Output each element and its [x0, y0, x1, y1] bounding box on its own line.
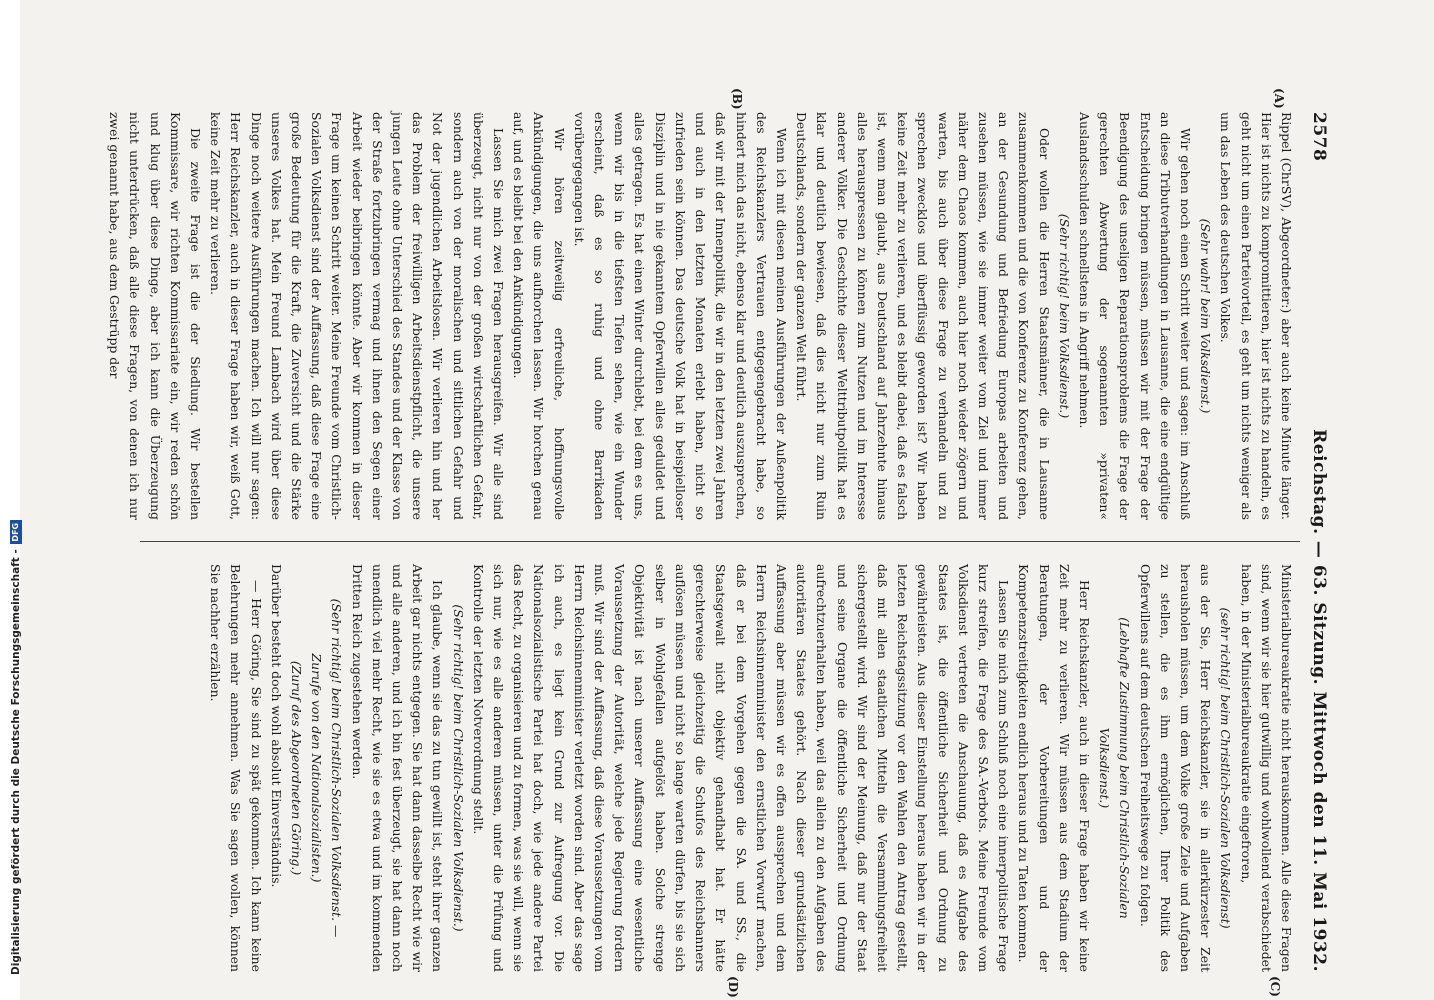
- dfg-logo: DFG: [10, 520, 22, 544]
- interjection: (Sehr richtig! beim Christlich-Sozialen Volksdienst.): [450, 604, 466, 932]
- margin-marker-b: (B): [730, 88, 744, 110]
- paragraph: Die zweite Frage ist die der Siedlung. Wir bestellen Kommissare, wir richten Kommissariate ein, wir reden schön und klug über diese Dinge, aber ich kann die Überzeugung nicht unterdrücken, daß alle diese Fragen, von denen ich nur zwei genannt habe, aus dem Gestrüpp der: [107, 112, 204, 520]
- paragraph: Ministerialbureaukratie nicht herauskommen. Alle diese Fragen sind, wenn wir sie hier gutwillig und wohlwollend verabschiedet haben, in der Ministerialbureaukratie eingefroren,: [1238, 564, 1294, 972]
- paragraph: Wir gehen noch einen Schritt weiter und sagen: im Anschluß an diese Tributverhandlungen in Lausanne, die eine endgültige Entscheidung bringen müssen, müssen wir mit der Frage der Beendigung des unseligen Reparationsproblems die Frage der gerechten Abwertung der sogenannten »privaten« Auslandsschulden schnellstens in Angriff nehmen.: [1076, 112, 1193, 520]
- paragraph: Rippel (ChrSV), Abgeordneter:) aber auch keine Minute länger. Hier ist nichts zu kompromittieren, hier ist nichts zu handeln, es geht nicht um einen Parteivorteil, es geht um nichts weniger als um das Leben des deutschen Volkes.: [1218, 112, 1294, 520]
- page-number: 2578: [1309, 112, 1329, 162]
- credit-text: Digitalisierung gefördert durch die Deutsche Forschungsgemeinschaft -: [10, 549, 22, 975]
- interjection: (Sehr wahr! beim Volksdienst.): [1198, 218, 1214, 414]
- left-text-column: [107, 112, 1296, 520]
- paragraph: Wir hören zeitweilig erfreuliche, hoffnungsvolle Ankündigungen, die uns aufhorchen lassen. Wir horchen genau auf, und es bleibt bei den Ankündigungen.: [511, 112, 567, 520]
- paragraph: Herr Reichskanzler, auch in dieser Frage haben wir keine Zeit mehr zu verlieren. Wir müssen aus dem Stadium der Beratungen, der Vorbereitungen und der Kompetenzstreitigkeiten endlich heraus und zu Taten kommen.: [1016, 564, 1092, 972]
- interjection: (Zuruf des Abgeordneten Göring.): [289, 660, 305, 876]
- page-header: [1304, 112, 1334, 972]
- margin-marker-d: (D): [726, 976, 740, 998]
- interjection: (Sehr richtig! beim Volksdienst.): [1056, 213, 1072, 419]
- paragraph: Darüber besteht doch wohl absolut Einverständnis.: [268, 564, 284, 888]
- column-divider: [140, 541, 1300, 542]
- paragraph: Ich glaube, wenn sie das zu tun gewillt ist, steht ihrer ganzen Arbeit gar nichts entgegen. Sie hat dann dasselbe Recht wie wir und alle anderen, und ich bin fest überzeugt, sie hat dann noch unendlich viel mehr Recht, wie sie es etwa und im kommenden Dritten Reich zugestehen werden.: [349, 564, 446, 972]
- credit-line: [10, 520, 22, 975]
- scanned-page: [107, 88, 1334, 998]
- interjection: (Sehr richtig! beim Christlich-Sozialen Volksdienst. — Zurufe von den Nationalsozialisten.): [309, 598, 345, 938]
- paragraph: Wenn ich mit diesen meinen Ausführungen der Außenpolitik des Reichskanzlers Vertrauen entgegengebracht habe, so hindert mich das nicht, ebenso klar und deutlich auszusprechen, daß wir mit der Innenpolitik, die wir in den letzten zwei Jahren und auch in den letzten Monaten erlebt haben, nicht so zufrieden sein können. Das deutsche Volk hat in beispielloser Disziplin und in nie gekanntem Opferwillen alles geduldet und alles getragen. Es hat einen Winter durchlebt, bei dem es uns, wenn wir bis in die tiefsten Tiefen sehen, wie ein Wunder erscheint, daß es so ruhig und ohne Barrikaden vorübergegangen ist.: [571, 112, 789, 520]
- right-text-column: [146, 564, 1296, 972]
- paragraph: Oder wollen die Herren Staatsmänner, die in Lausanne zusammenkommen und die von Konferenz zu Konferenz gehen, an der Gesundung und Befriedung Europas arbeiten und zusehen müssen, wie sie immer weiter vom Ziel und immer näher dem Chaos kommen, auch hier noch wieder zögern und warten, bis auch über diese Frage zu verhandeln und zu sprechen zwecklos und überflüssig geworden ist? Wir haben keine Zeit mehr zu verlieren, und es bleibt dabei, daß es falsch ist, wenn man glaubt, aus Deutschland auf Jahrzehnte hinaus alles herauspressen zu können zum Nutzen und im Interesse anderer Völker. Die Geschichte dieser Welttributpolitik hat es klar und deutlich bewiesen, daß dies nicht nur zum Ruin Deutschlands, sondern der ganzen Welt führt.: [794, 112, 1052, 520]
- paragraph: Lassen Sie mich zwei Fragen herausgreifen. Wir alle sind überzeugt, nicht nur von der großen wirtschaftlichen Gefahr, sondern auch von der moralischen und sittlichen Gefahr und Not der jugendlichen Arbeitslosen. Wir verlieren hin und her das Problem der freiwilligen Arbeitsdienstpflicht, die unsere jungen Leute ohne Unterschied des Standes und der Klasse von der Straße fortzubringen vermag und ihnen den Segen einer Arbeit wieder beibringen könnte. Aber wir kommen in dieser Frage um keinen Schritt weiter. Meine Freunde vom Christlich-Sozialen Volksdienst sind der Auffassung, daß diese Frage eine große Bedeutung für die Kraft, die Zuversicht und die Stärke unseres Volkes hat. Mein Freund Lambach wird über diese Dinge noch weitere Ausführungen machen. Ich will nur sagen: Herr Reichskanzler, auch in dieser Frage haben wir, weiß Gott, keine Zeit mehr zu verlieren.: [208, 112, 507, 520]
- page-title: Reichstag. — 63. Sitzung. Mittwoch den 11. Mai 1932.: [1309, 429, 1329, 972]
- paragraph: Lassen Sie mich zum Schluß noch eine innerpolitische Frage kurz streifen, die Frage des SA.-Verbots. Meine Freunde vom Volksdienst vertreten die Anschauung, daß es Aufgabe des Staates ist, die öffentliche Sicherheit und Ordnung zu gewährleisten. Aus dieser Einstellung heraus haben wir in der letzten Reichstagssitzung vor den Wahlen den Antrag gestellt, daß mit allen staatlichen Mitteln die Versammlungsfreiheit sichergestellt wird. Wir sind der Meinung, daß nur der Staat und seine Organe die öffentliche Sicherheit und Ordnung aufrechtzuerhalten haben, weil das allein zu den Aufgaben des autoritären Staates gehört. Nach dieser grundsätzlichen Auffassung aber müssen wir es offen aussprechen und dem Herrn Reichsinnenminister den ernstlichen Vorwurf machen, daß er bei dem Vorgehen gegen die SA. und SS., die Staatsgewalt nicht objektiv gehandhabt hat. Er hätte gerechterweise gleichzeitig die Schufos des Reichsbanners auflösen müssen und nicht so lange warten dürfen, bis sie sich selber in Wohlgefallen aufgelöst haben. Solche strenge Objektivität ist nach unserer Auffassung eine wesentliche Voraussetzung der Autorität, welche jede Regierung fordern muß. Wir sind der Auffassung, daß diese Voraussetzungen vom Herrn Reichsinnenminister verletzt worden sind. Aber das sage ich auch, es liegt kein Grund zur Aufregung vor. Die Nationalsozialistische Partei hat doch, wie jede andere Partei das Recht, zu organisieren und zu formen, was sie will, wenn sie sich nur, wie es alle anderen müssen, unter die Prüfung und Kontrolle der letzten Notverordnung stellt.: [470, 564, 1012, 972]
- credit-strip: [0, 0, 20, 1000]
- margin-marker-c: (C): [1268, 976, 1282, 997]
- interjection: (sehr richtig! beim Christlich-Sozialen Volksdienst): [1218, 607, 1234, 929]
- paragraph: — Herr Göring, Sie sind zu spät gekommen. Ich kann keine Belehrungen mehr annehmen. Was Sie sagen wollen, können Sie nachher erzählen.: [208, 564, 264, 972]
- interjection: (Lebhafte Zustimmung beim Christlich-Sozialen Volksdienst.): [1097, 617, 1133, 919]
- margin-marker-a: (A): [1272, 88, 1286, 109]
- paragraph: aus der Sie, Herr Reichskanzler, sie in allerkürzester Zeit herausholen müssen, um dem Volke große Ziele und Aufgaben zu stellen, die es ihm ermöglichen, Ihrer Politik des Opferwillens auf dem deutschen Freiheitswege zu folgen.: [1137, 564, 1214, 972]
